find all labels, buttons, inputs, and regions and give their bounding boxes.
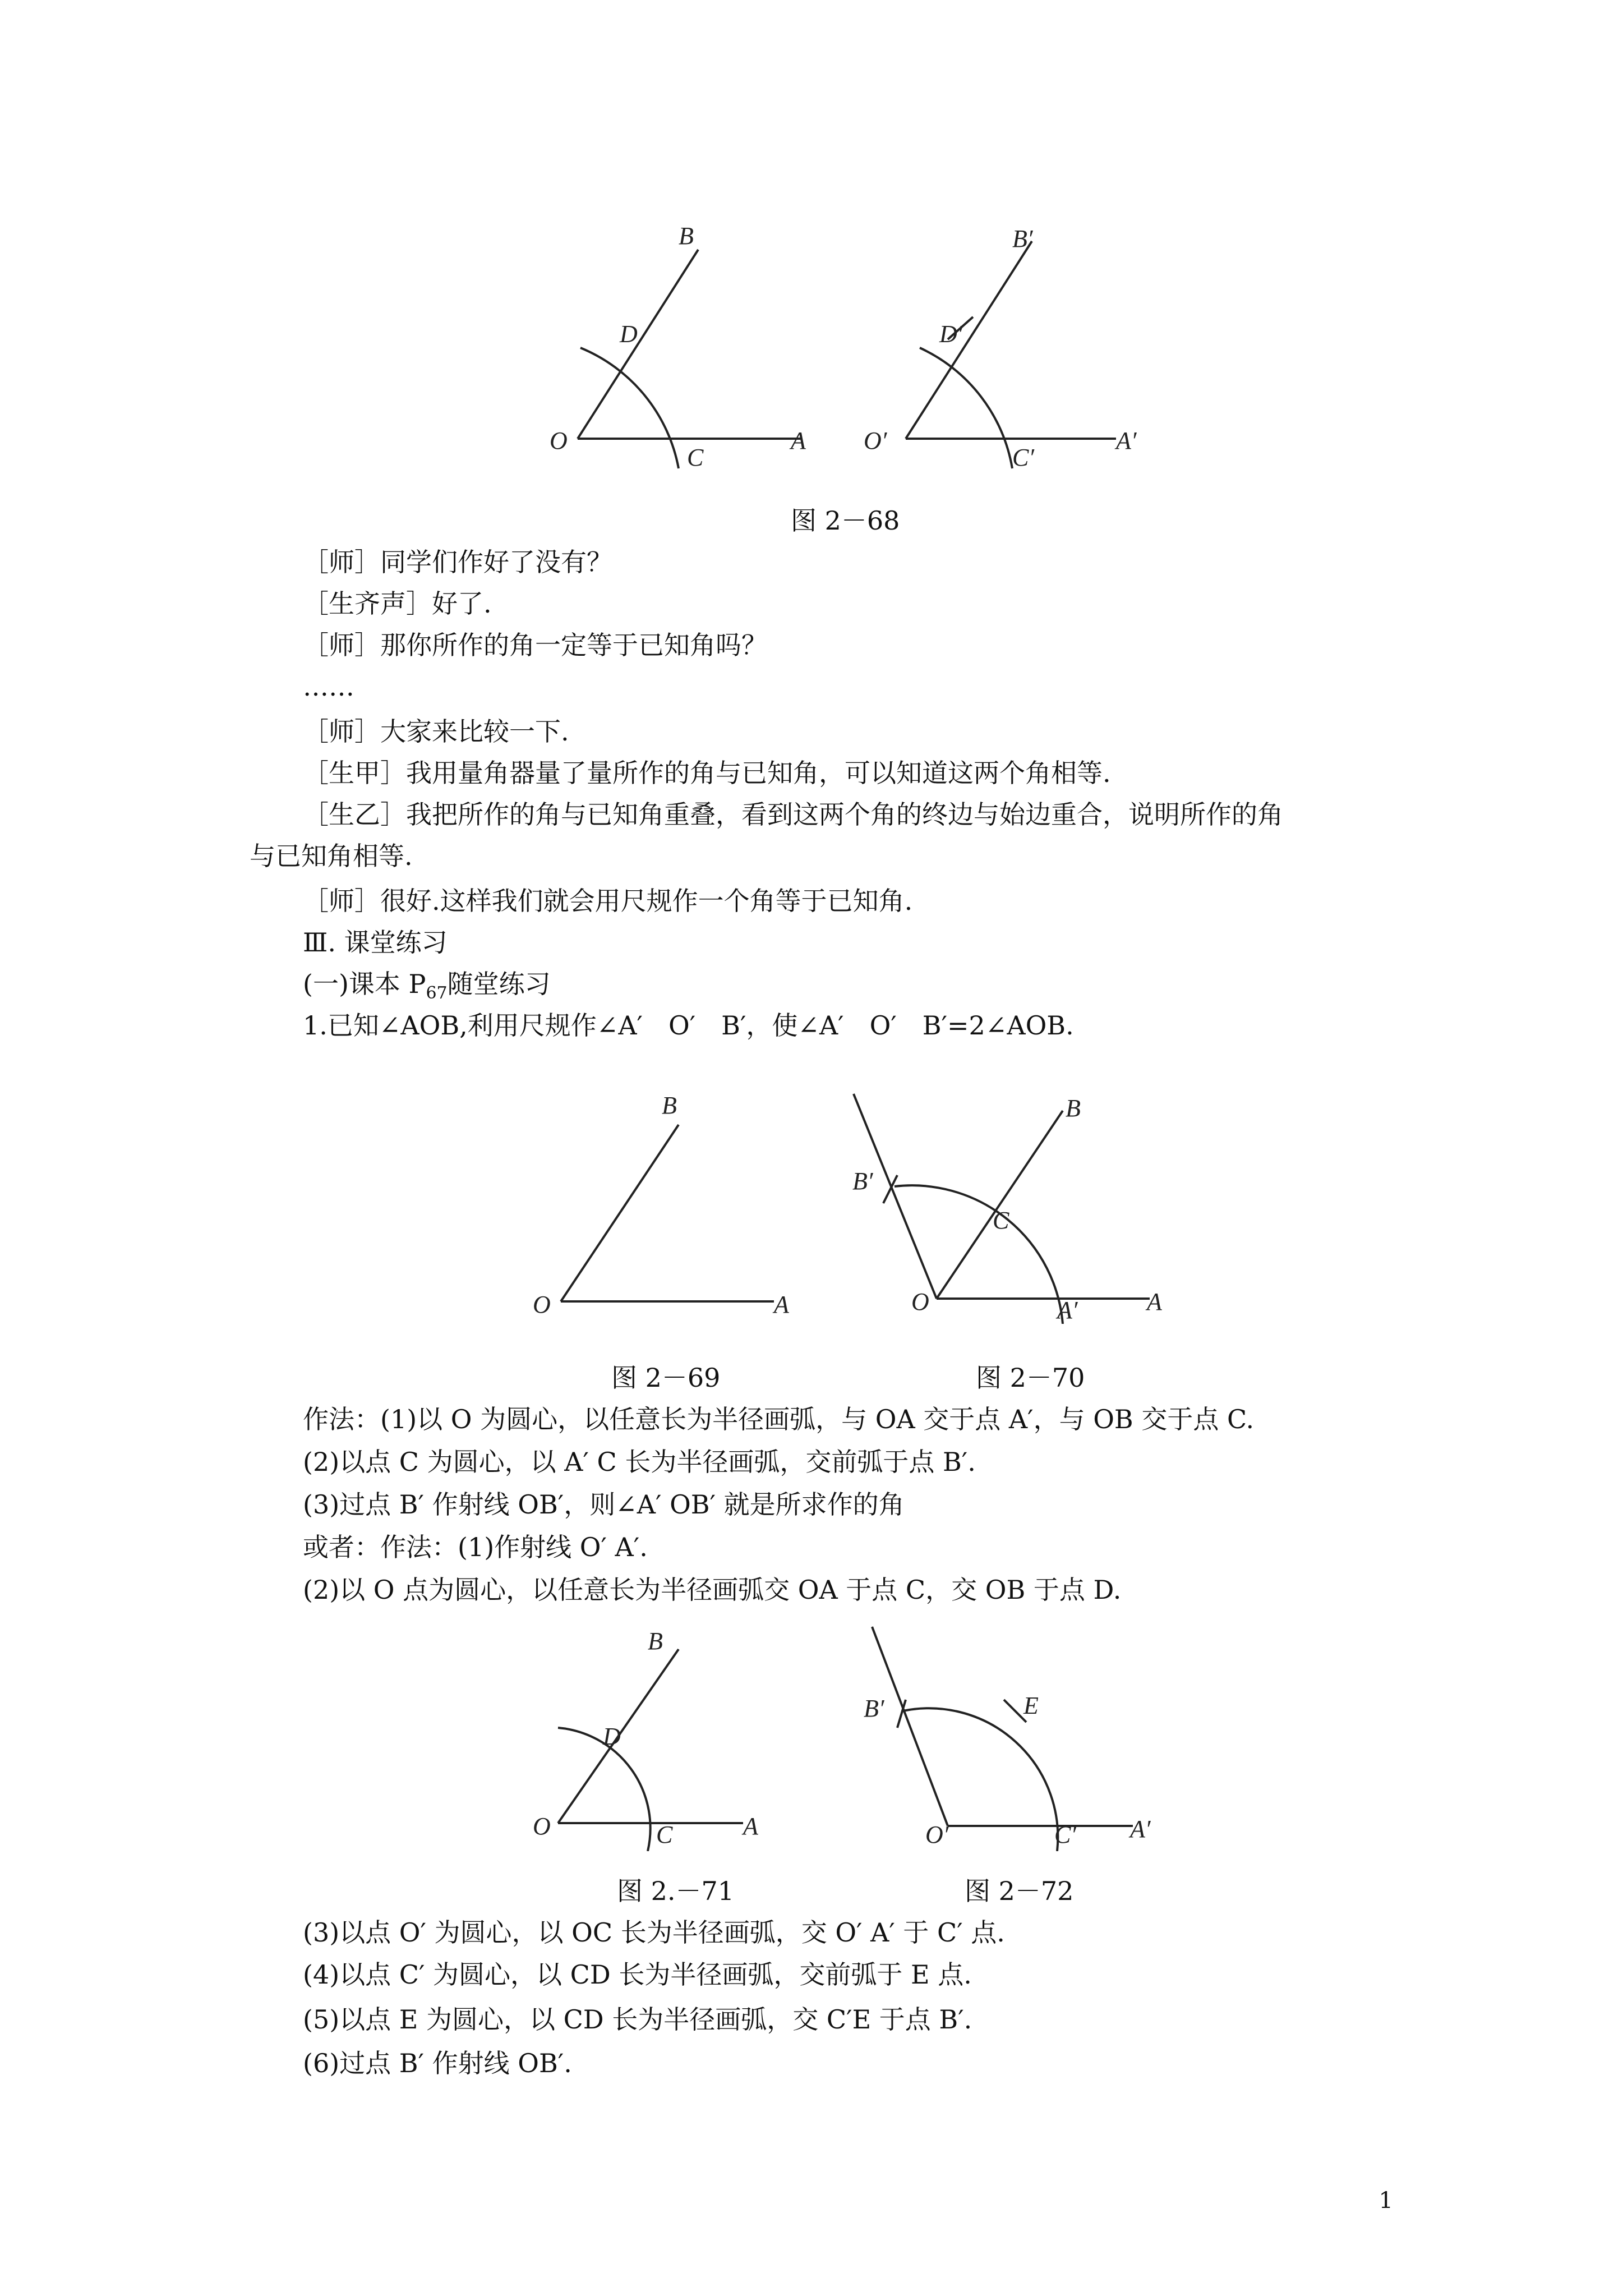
ray-OB [578, 250, 698, 439]
dialogue-line-5: ［师］大家来比较一下. [303, 716, 569, 747]
arc [580, 348, 679, 468]
svg-text:B′: B′ [852, 1167, 873, 1195]
method-1-line-5: (2)以 O 点为圆心，以任意长为半径画弧交 OA 于点 C，交 OB 于点 D. [303, 1575, 1122, 1605]
svg-text:A′: A′ [1116, 427, 1137, 454]
svg-text:B′: B′ [1012, 225, 1033, 252]
svg-text:B: B [662, 1092, 677, 1119]
svg-text:B: B [648, 1627, 663, 1655]
figure-69-caption: 图 2－69 [611, 1363, 721, 1393]
dialogue-line-9: ［师］很好.这样我们就会用尺规作一个角等于已知角. [303, 886, 913, 916]
figure-72-caption: 图 2－72 [965, 1876, 1074, 1906]
svg-text:C′: C′ [1054, 1821, 1076, 1848]
method-1-line-3: (3)过点 B′ 作射线 OB′，则∠A′ OB′ 就是所求作的角 [303, 1489, 905, 1520]
svg-text:A: A [743, 1812, 758, 1840]
ray-OB [937, 1111, 1063, 1299]
method-1-line-2: (2)以点 C 为圆心，以 A′ C 长为半径画弧，交前弧于点 B′. [303, 1447, 976, 1477]
ray-OB [561, 1125, 679, 1301]
dialogue-line-7: ［生乙］我把所作的角与已知角重叠，看到这两个角的终边与始边重合，说明所作的角 [303, 799, 1283, 830]
method-2-line-3: (5)以点 E 为圆心，以 CD 长为半径画弧，交 C′E 于点 B′. [303, 2004, 972, 2035]
figure-68-left [527, 219, 852, 488]
figure-68-right [864, 219, 1178, 488]
dialogue-line-2: ［生齐声］好了. [303, 588, 492, 619]
svg-text:C′: C′ [1012, 444, 1034, 471]
svg-text:O: O [533, 1812, 551, 1840]
ray-OB-prime [854, 1094, 937, 1299]
method-1-line-1: 作法：(1)以 O 为圆心，以任意长为半径画弧，与 OA 交于点 A′，与 OB 交于点 C. [303, 1404, 1255, 1434]
dialogue-line-4: …… [303, 671, 354, 702]
arc-prime [920, 348, 1012, 468]
ray-OB-prime [906, 241, 1032, 439]
svg-text:D: D [603, 1723, 621, 1750]
svg-text:B: B [1066, 1094, 1081, 1122]
page-number: 1 [1378, 2188, 1393, 2214]
tick-mark-E [1004, 1700, 1026, 1722]
figure-70-caption: 图 2－70 [976, 1363, 1085, 1393]
dialogue-line-6: ［生甲］我用量角器量了量所作的角与已知角，可以知道这两个角相等. [303, 758, 1111, 788]
svg-text:O′: O′ [925, 1821, 949, 1848]
svg-text:A′: A′ [1057, 1296, 1078, 1324]
svg-text:D′: D′ [939, 320, 963, 348]
figure-71-caption: 图 2.－71 [617, 1876, 735, 1906]
svg-text:A: A [774, 1291, 789, 1318]
ray-OB-prime [872, 1627, 948, 1826]
problem-1: 1.已知∠AOB,利用尺规作∠A′ O′ B′，使∠A′ O′ B′=2∠AOB. [303, 1010, 1074, 1041]
method-1-line-4: 或者：作法：(1)作射线 O′ A′. [303, 1532, 648, 1562]
svg-text:O: O [550, 427, 568, 454]
svg-text:A: A [1147, 1288, 1162, 1315]
method-2-line-4: (6)过点 B′ 作射线 OB′. [303, 2048, 572, 2078]
dialogue-line-1: ［师］同学们作好了没有？ [303, 547, 612, 577]
svg-text:O: O [533, 1291, 551, 1318]
figure-69 [527, 1083, 808, 1324]
method-2-line-2: (4)以点 C′ 为圆心，以 CD 长为半径画弧，交前弧于 E 点. [303, 1959, 972, 1990]
svg-text:C: C [687, 444, 704, 471]
svg-text:D: D [620, 320, 638, 348]
dialogue-line-3: ［师］那你所作的角一定等于已知角吗？ [303, 630, 767, 660]
svg-text:C: C [993, 1207, 1009, 1234]
practice-heading: (一)课本 $P_{67}$随堂练习 [303, 969, 551, 1004]
figure-71 [533, 1627, 774, 1851]
svg-text:C: C [656, 1821, 673, 1848]
svg-text:O′: O′ [864, 427, 887, 454]
svg-text:B′: B′ [864, 1695, 884, 1722]
svg-text:A: A [791, 427, 806, 454]
svg-text:O: O [911, 1288, 929, 1315]
section-heading: Ⅲ. 课堂练习 [303, 927, 448, 958]
method-2-line-1: (3)以点 O′ 为圆心，以 OC 长为半径画弧，交 O′ A′ 于 C′ 点. [303, 1917, 1005, 1948]
figure-70 [841, 1077, 1178, 1324]
figure-68-caption: 图 2－68 [791, 505, 900, 536]
svg-text:E: E [1023, 1692, 1039, 1719]
figure-72 [864, 1616, 1178, 1851]
svg-text:A′: A′ [1130, 1815, 1151, 1843]
dialogue-line-8: 与已知角相等. [250, 841, 413, 871]
svg-text:B: B [679, 222, 694, 250]
